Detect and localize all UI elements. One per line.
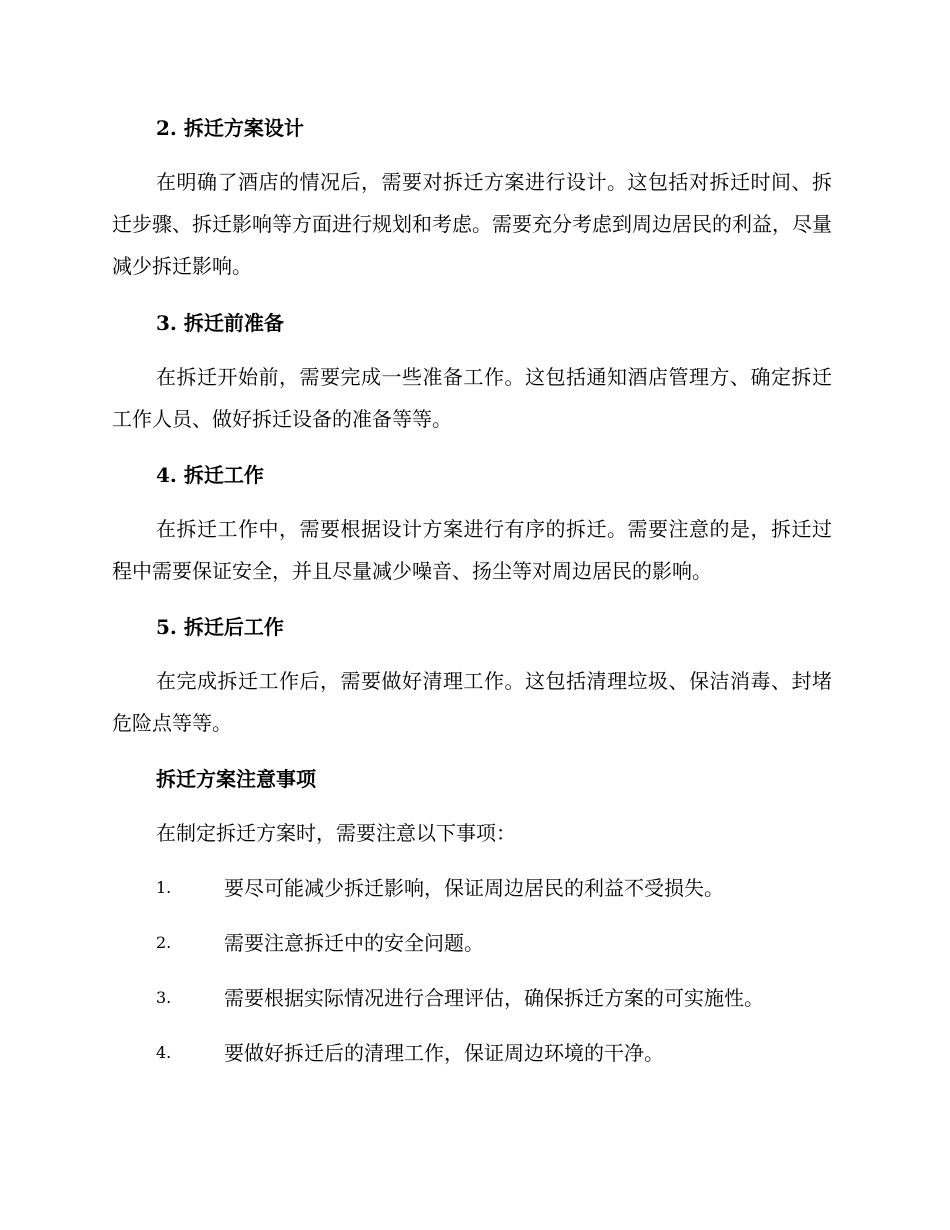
list-item	[156, 929, 836, 957]
list-item-number: 3.	[156, 988, 172, 1007]
list-item-text: 要做好拆迁后的清理工作，保证周边环境的干净。	[224, 1041, 664, 1065]
section-paragraph-work: 在拆迁工作中，需要根据设计方案进行有序的拆迁。需要注意的是，拆迁过程中需要保证安全，并且尽量减少噪音、扬尘等对周边居民的影响。	[112, 517, 832, 583]
section-paragraph-design: 在明确了酒店的情况后，需要对拆迁方案进行设计。这包括对拆迁时间、拆迁步骤、拆迁影响等方面进行规划和考虑。需要充分考虑到周边居民的利益，尽量减少拆迁影响。	[112, 170, 832, 278]
section-heading-design: 2. 拆迁方案设计	[156, 116, 304, 140]
section-heading-after: 5. 拆迁后工作	[156, 615, 284, 639]
list-item-text: 需要注意拆迁中的安全问题。	[224, 931, 484, 955]
section-heading-preparation: 3. 拆迁前准备	[156, 311, 284, 335]
list-item-number: 2.	[156, 933, 172, 952]
list-item-text: 要尽可能减少拆迁影响，保证周边居民的利益不受损失。	[224, 876, 724, 900]
list-item	[156, 874, 836, 902]
list-item-number: 1.	[156, 878, 172, 897]
section-paragraph-preparation: 在拆迁开始前，需要完成一些准备工作。这包括通知酒店管理方、确定拆迁工作人员、做好拆迁设备的准备等等。	[112, 365, 832, 431]
list-item-text: 需要根据实际情况进行合理评估，确保拆迁方案的可实施性。	[224, 986, 764, 1010]
notes-heading: 拆迁方案注意事项	[156, 767, 316, 791]
list-item-number: 4.	[156, 1043, 172, 1062]
section-paragraph-after: 在完成拆迁工作后，需要做好清理工作。这包括清理垃圾、保洁消毒、封堵危险点等等。	[112, 669, 832, 735]
list-item	[156, 984, 836, 1012]
list-item	[156, 1039, 836, 1067]
notes-intro: 在制定拆迁方案时，需要注意以下事项：	[156, 821, 516, 845]
section-heading-work: 4. 拆迁工作	[156, 463, 264, 487]
